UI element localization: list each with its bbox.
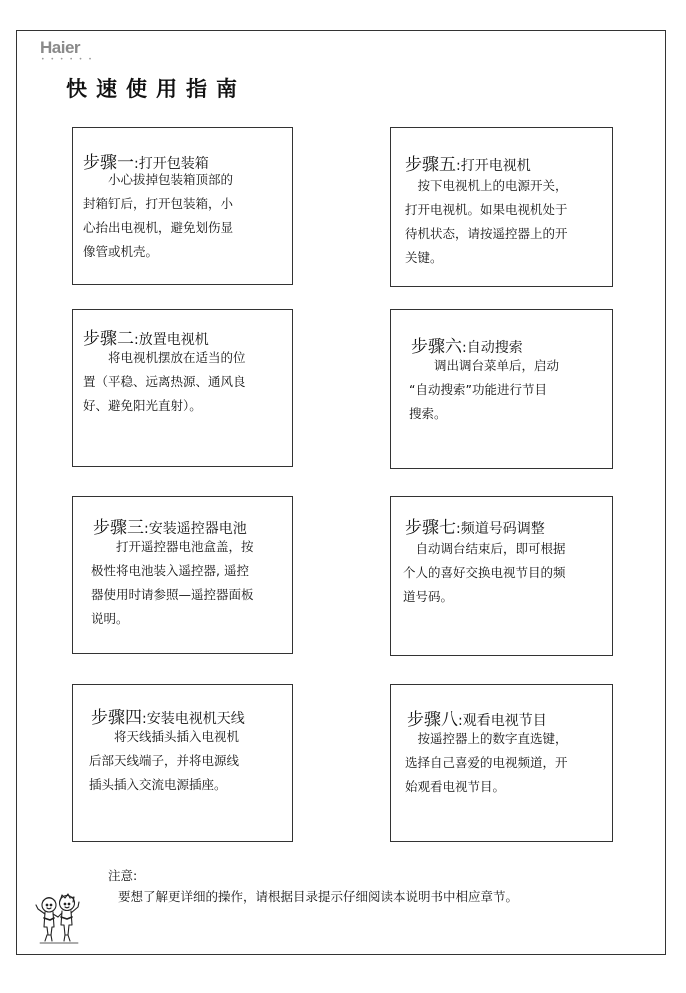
step-line: 置（平稳、远离热源、通风良 — [83, 374, 246, 389]
logo-dots: • • • • • • — [41, 56, 94, 63]
step-line: 打开遥控器电池盒盖，按 — [91, 539, 254, 554]
step-line: 后部天线端子，并将电源线 — [89, 753, 240, 768]
step-line: 始观看电视节目。 — [405, 779, 506, 794]
step-heading — [405, 513, 545, 538]
step-title: :安装遥控器电池 — [144, 521, 247, 537]
step-description — [83, 346, 246, 418]
step-line: 插头插入交流电源插座。 — [89, 777, 227, 792]
step-box-8 — [390, 684, 613, 842]
step-number: 步骤六 — [411, 337, 462, 357]
haier-logo: Haier — [40, 38, 81, 57]
step-box-4 — [72, 684, 293, 842]
step-description — [405, 174, 568, 270]
step-line: 自动调台结束后，即可根据 — [403, 541, 566, 556]
step-description — [405, 727, 568, 799]
step-line: 极性将电池装入遥控器, 遥控 — [91, 563, 249, 578]
step-number: 步骤五 — [405, 155, 456, 175]
step-line: 关键。 — [405, 250, 443, 265]
step-title: :打开电视机 — [456, 158, 531, 174]
step-line: 像管或机壳。 — [83, 244, 159, 259]
step-box-6 — [390, 309, 613, 469]
step-title: :安装电视机天线 — [142, 711, 245, 727]
step-description — [409, 354, 559, 426]
step-title: :观看电视节目 — [458, 713, 547, 729]
step-line: 按遥控器上的数字直选键， — [405, 731, 568, 746]
step-line: 将电视机摆放在适当的位 — [83, 350, 246, 365]
step-line: 道号码。 — [403, 589, 454, 604]
haier-brothers-mascot-icon — [34, 891, 84, 947]
step-line: 按下电视机上的电源开关， — [405, 178, 568, 193]
step-line: 调出调台菜单后，启动 — [409, 358, 560, 373]
step-title: :放置电视机 — [134, 332, 209, 348]
step-line: 将天线插头插入电视机 — [89, 729, 240, 744]
step-line: 小心拔掉包装箱顶部的 — [83, 172, 234, 187]
step-line: 待机状态，请按遥控器上的开 — [405, 226, 568, 241]
step-box-3 — [72, 496, 293, 654]
step-line: 器使用时请参照—遥控器面板 — [91, 587, 254, 602]
step-description — [91, 535, 254, 631]
step-line: 封箱钉后，打开包装箱，小 — [83, 196, 234, 211]
step-description — [83, 168, 233, 264]
step-box-5 — [390, 127, 613, 287]
step-heading — [405, 150, 531, 175]
step-line: 个人的喜好交换电视节目的频 — [403, 565, 566, 580]
step-box-2 — [72, 309, 293, 467]
step-line: 心抬出电视机，避免划伤显 — [83, 220, 234, 235]
step-number: 步骤三 — [93, 518, 144, 538]
step-number: 步骤二 — [83, 329, 134, 349]
step-line: 说明。 — [91, 611, 129, 626]
step-line: 搜索。 — [409, 406, 447, 421]
step-description — [89, 725, 239, 797]
note-label: 注意: — [108, 868, 138, 883]
step-box-1 — [72, 127, 293, 285]
step-description — [403, 537, 566, 609]
step-line: “自动搜索”功能进行节目 — [409, 382, 547, 397]
step-number: 步骤四 — [91, 708, 142, 728]
step-title: :频道号码调整 — [456, 521, 545, 537]
page-title: 快速使用指南 — [66, 77, 246, 101]
step-line: 好、避免阳光直射）。 — [83, 398, 202, 413]
step-number: 步骤七 — [405, 518, 456, 538]
step-number: 步骤八 — [407, 710, 458, 730]
note-text: 要想了解更详细的操作，请根据目录提示仔细阅读本说明书中相应章节。 — [118, 889, 519, 904]
step-number: 步骤一 — [83, 153, 134, 173]
step-title: :自动搜索 — [462, 340, 523, 356]
step-line: 选择自己喜爱的电视频道，开 — [405, 755, 568, 770]
step-title: :打开包装箱 — [134, 156, 209, 172]
step-line: 打开电视机。如果电视机处于 — [405, 202, 568, 217]
step-box-7 — [390, 496, 613, 656]
